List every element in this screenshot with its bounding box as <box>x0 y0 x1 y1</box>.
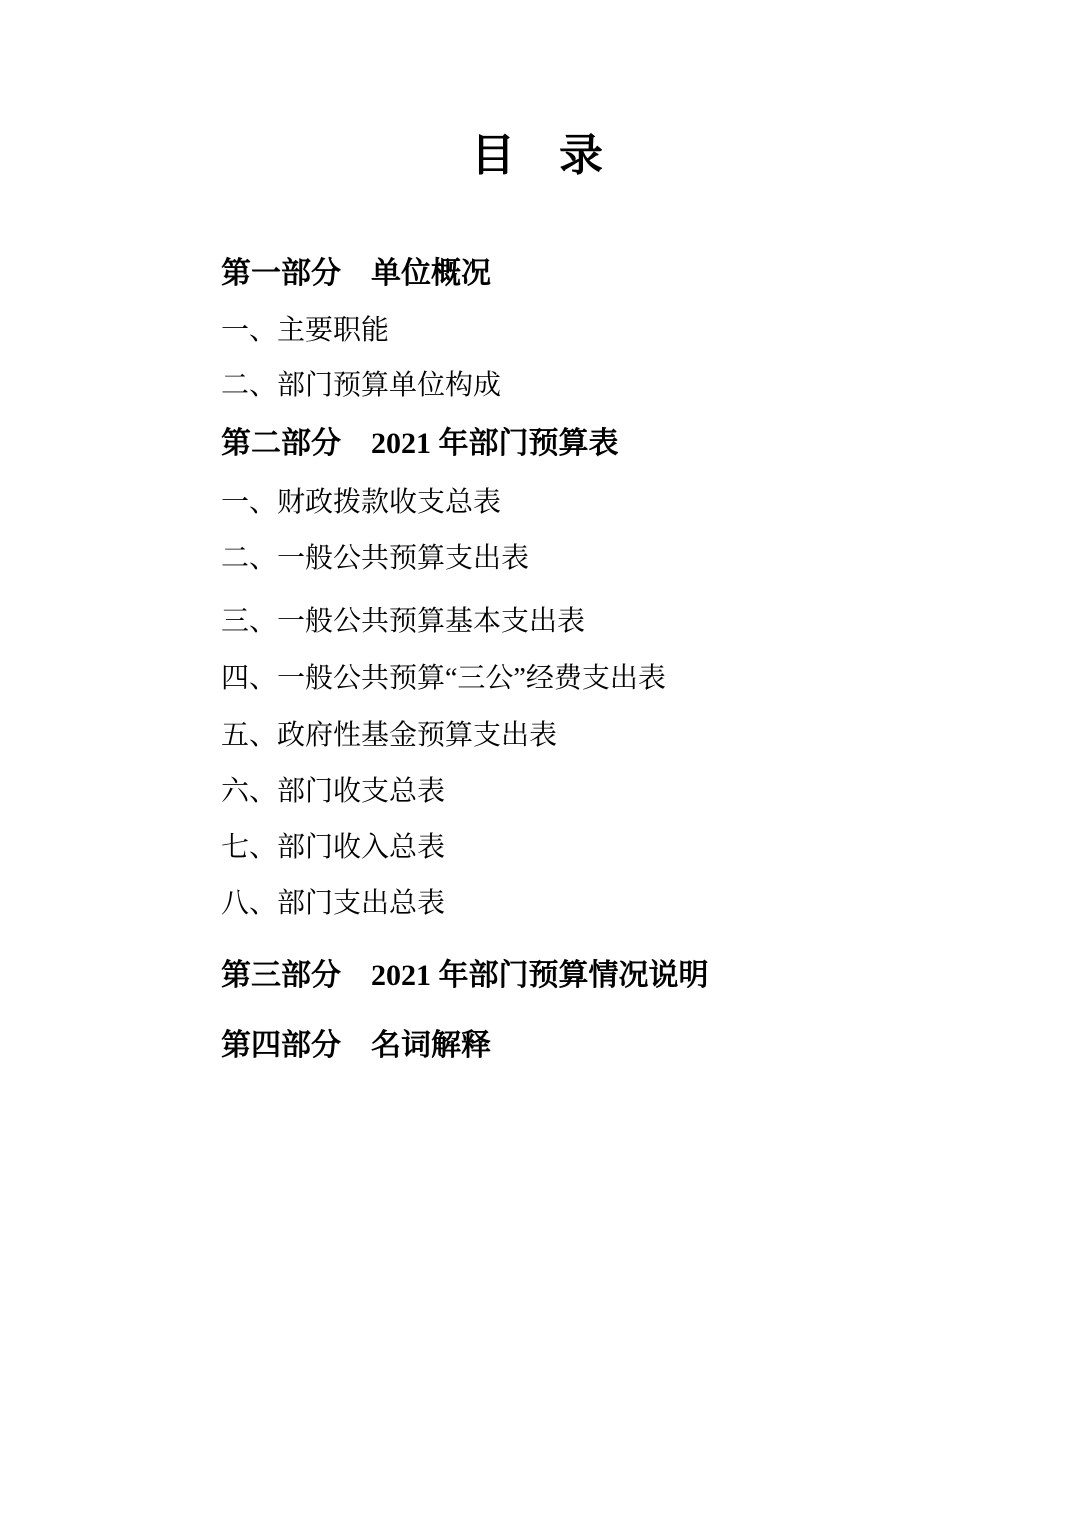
part-heading-2: 第二部分 2021 年部门预算表 <box>221 427 619 460</box>
toc-item: 四、一般公共预算“三公”经费支出表 <box>221 663 666 694</box>
toc-item: 二、一般公共预算支出表 <box>221 543 530 574</box>
toc-item: 五、政府性基金预算支出表 <box>221 720 558 751</box>
toc-item: 一、主要职能 <box>221 315 390 346</box>
toc-item: 六、部门收支总表 <box>221 776 446 807</box>
toc-item: 一、财政拨款收支总表 <box>221 487 502 518</box>
toc-item: 二、部门预算单位构成 <box>221 370 502 401</box>
toc-item: 七、部门收入总表 <box>221 832 446 863</box>
toc-item: 八、部门支出总表 <box>221 888 446 919</box>
page-title: 目 录 <box>471 131 603 180</box>
part-heading-4: 第四部分 名词解释 <box>221 1029 491 1062</box>
toc-item: 三、一般公共预算基本支出表 <box>221 606 586 637</box>
part-heading-1: 第一部分 单位概况 <box>221 257 491 290</box>
part-heading-3: 第三部分 2021 年部门预算情况说明 <box>221 959 709 992</box>
